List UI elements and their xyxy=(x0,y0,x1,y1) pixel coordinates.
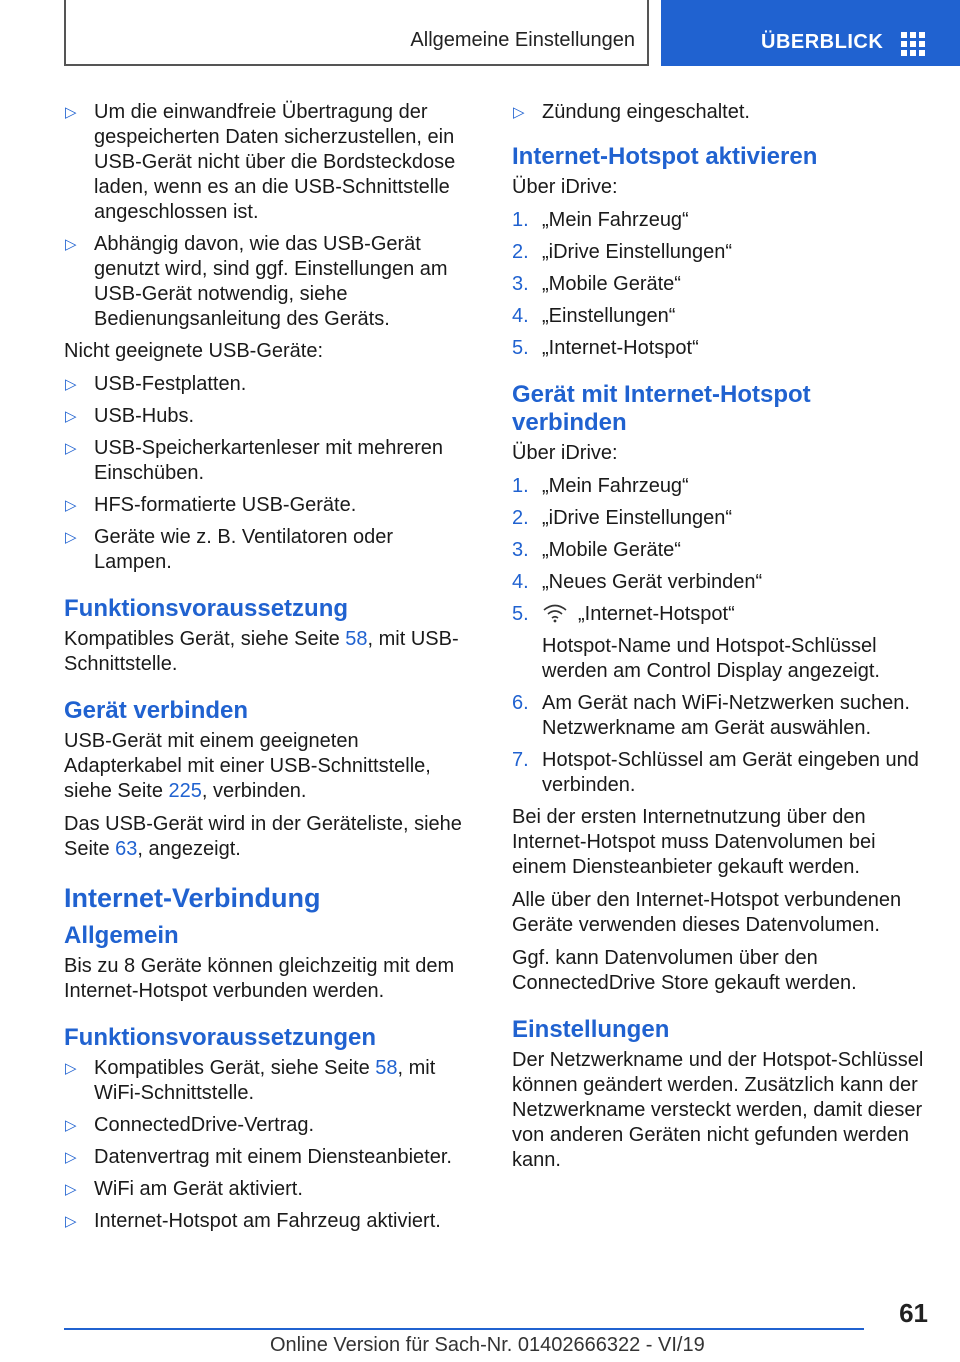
list-item: 5. „Internet-Hotspot“ Hotspot-Name und Hotspot-Schlüssel werden am Control Display angezeigt. xyxy=(512,602,928,684)
allgemein-text: Bis zu 8 Geräte können gleichzeitig mit dem Internet-Hotspot verbunden werden. xyxy=(64,955,455,1002)
left-column xyxy=(64,100,476,1241)
list-item: 4. „Einstellungen“ xyxy=(512,305,676,327)
list-item: ▷ Um die einwandfreie Übertragung der gespeicherten Daten sicherzustellen, ein USB-Gerät nicht über die Bordsteckdose laden, wenn es an die USB-Schnittstelle angeschlossen ist. xyxy=(65,101,456,223)
page-ref-link[interactable]: 225 xyxy=(168,780,202,802)
funktion-text: Kompatibles Gerät, siehe Seite 58, mit USB-Schnittstelle. xyxy=(64,628,459,675)
list-item: ▷ Geräte wie z. B. Ventilatoren oder Lampen. xyxy=(65,526,394,573)
connect-steps xyxy=(512,474,928,798)
list-item: ▷ WiFi am Gerät aktiviert. xyxy=(65,1178,303,1200)
triangle-right-icon: ▷ xyxy=(65,529,77,546)
heading-einstellungen: Einstellungen xyxy=(512,1016,670,1043)
triangle-right-icon: ▷ xyxy=(513,104,525,121)
list-item: 1. „Mein Fahrzeug“ xyxy=(512,209,689,231)
triangle-right-icon: ▷ xyxy=(65,1213,77,1230)
header-section xyxy=(64,0,649,66)
settings-text: Der Netzwerkname und der Hotspot-Schlüssel können geändert werden. Zusätzlich kann der Netzwerkname versteckt werden, damit dieser von anderen Geräten nicht gefunden werden kann. xyxy=(512,1049,924,1171)
triangle-right-icon: ▷ xyxy=(65,236,77,253)
heading-hotspot-aktivieren: Internet-Hotspot aktivieren xyxy=(512,143,818,170)
heading-geraet-verbinden: Gerät verbinden xyxy=(64,697,249,724)
unsuitable-devices-list xyxy=(64,372,476,575)
idrive-intro: Über iDrive: xyxy=(512,442,618,464)
page-number: 61 xyxy=(899,1298,928,1328)
list-item: 3. „Mobile Geräte“ xyxy=(512,539,681,561)
heading-allgemein: Allgemein xyxy=(64,922,179,949)
grid-icon xyxy=(901,32,925,56)
list-item: ▷ USB-Hubs. xyxy=(65,405,195,427)
ignition-list xyxy=(512,100,928,125)
verbinden-text: USB-Gerät mit einem geeigneten Adapterkabel mit einer USB-Schnittstelle, siehe Seite 225, verbinden. xyxy=(64,730,431,802)
list-item: ▷ Datenvertrag mit einem Diensteanbieter. xyxy=(65,1146,452,1168)
triangle-right-icon: ▷ xyxy=(65,104,77,121)
store-text: Ggf. kann Datenvolumen über den ConnectedDrive Store gekauft werden. xyxy=(512,947,857,994)
list-item: 3. „Mobile Geräte“ xyxy=(512,273,681,295)
device-list-text: Das USB-Gerät wird in der Geräteliste, siehe Seite 63, angezeigt. xyxy=(64,813,462,860)
page-ref-link[interactable]: 63 xyxy=(115,838,138,860)
not-suitable-intro: Nicht geeignete USB-Geräte: xyxy=(64,340,324,362)
heading-funktionsvoraussetzung: Funktionsvoraussetzung xyxy=(64,595,349,622)
list-item: ▷ HFS-formatierte USB-Geräte. xyxy=(65,494,357,516)
triangle-right-icon: ▷ xyxy=(65,1117,77,1134)
list-item: ▷ ConnectedDrive-Vertrag. xyxy=(65,1114,315,1136)
list-item: 2. „iDrive Einstellungen“ xyxy=(512,241,733,263)
wifi-icon xyxy=(542,603,568,623)
list-item: 4. „Neues Gerät verbinden“ xyxy=(512,571,763,593)
requirements-list xyxy=(64,1056,476,1234)
footer-version: Online Version für Sach-Nr. 01402666322 - VI/19 xyxy=(270,1334,705,1356)
list-item: 5. „Internet-Hotspot“ xyxy=(512,337,699,359)
triangle-right-icon: ▷ xyxy=(65,1060,77,1077)
triangle-right-icon: ▷ xyxy=(65,497,77,514)
footer-divider xyxy=(64,1328,864,1330)
overview-label: ÜBERBLICK xyxy=(761,31,884,53)
list-item: ▷ Kompatibles Gerät, siehe Seite 58, mit WiFi-Schnittstelle. xyxy=(65,1057,436,1104)
list-item: ▷ Internet-Hotspot am Fahrzeug aktiviert. xyxy=(65,1210,441,1232)
triangle-right-icon: ▷ xyxy=(65,440,77,457)
triangle-right-icon: ▷ xyxy=(65,376,77,393)
page-ref-link[interactable]: 58 xyxy=(375,1057,398,1079)
right-column xyxy=(512,100,928,1181)
triangle-right-icon: ▷ xyxy=(65,1149,77,1166)
activate-steps xyxy=(512,208,928,361)
heading-internet-verbindung: Internet-Verbindung xyxy=(64,883,321,913)
list-item: ▷ Abhängig davon, wie das USB-Gerät genutzt wird, sind ggf. Einstellungen am USB-Gerät notwendig, siehe Bedienungsanleitung des Geräts. xyxy=(65,233,448,330)
section-title: Allgemeine Einstellungen xyxy=(410,29,635,51)
all-devices-text: Alle über den Internet-Hotspot verbundenen Geräte verwenden dieses Datenvolumen. xyxy=(512,889,902,936)
triangle-right-icon: ▷ xyxy=(65,1181,77,1198)
heading-geraet-mit-hotspot: Gerät mit Internet-Hotspot verbinden xyxy=(512,381,811,436)
list-item: ▷ USB-Festplatten. xyxy=(65,373,247,395)
list-item: ▷ Zündung eingeschaltet. xyxy=(513,101,750,123)
list-item: ▷ USB-Speicherkartenleser mit mehreren Einschüben. xyxy=(65,437,444,484)
list-item: 6. Am Gerät nach WiFi-Netzwerken suchen. Netzwerkname am Gerät auswählen. xyxy=(512,692,910,739)
triangle-right-icon: ▷ xyxy=(65,408,77,425)
usb-notes-list xyxy=(64,100,476,332)
list-item: 2. „iDrive Einstellungen“ xyxy=(512,507,733,529)
list-item: 1. „Mein Fahrzeug“ xyxy=(512,475,689,497)
overview-nav-button[interactable] xyxy=(661,0,960,66)
step5-note: Hotspot-Name und Hotspot-Schlüssel werden am Control Display angezeigt. xyxy=(542,635,880,682)
first-use-text: Bei der ersten Internetnutzung über den Internet-Hotspot muss Datenvolumen bei einem Diensteanbieter gekauft werden. xyxy=(512,806,876,878)
heading-funktionsvoraussetzungen: Funktionsvoraussetzungen xyxy=(64,1024,377,1051)
idrive-intro: Über iDrive: xyxy=(512,176,618,198)
page-ref-link[interactable]: 58 xyxy=(345,628,368,650)
list-item: 7. Hotspot-Schlüssel am Gerät eingeben und verbinden. xyxy=(512,749,919,796)
